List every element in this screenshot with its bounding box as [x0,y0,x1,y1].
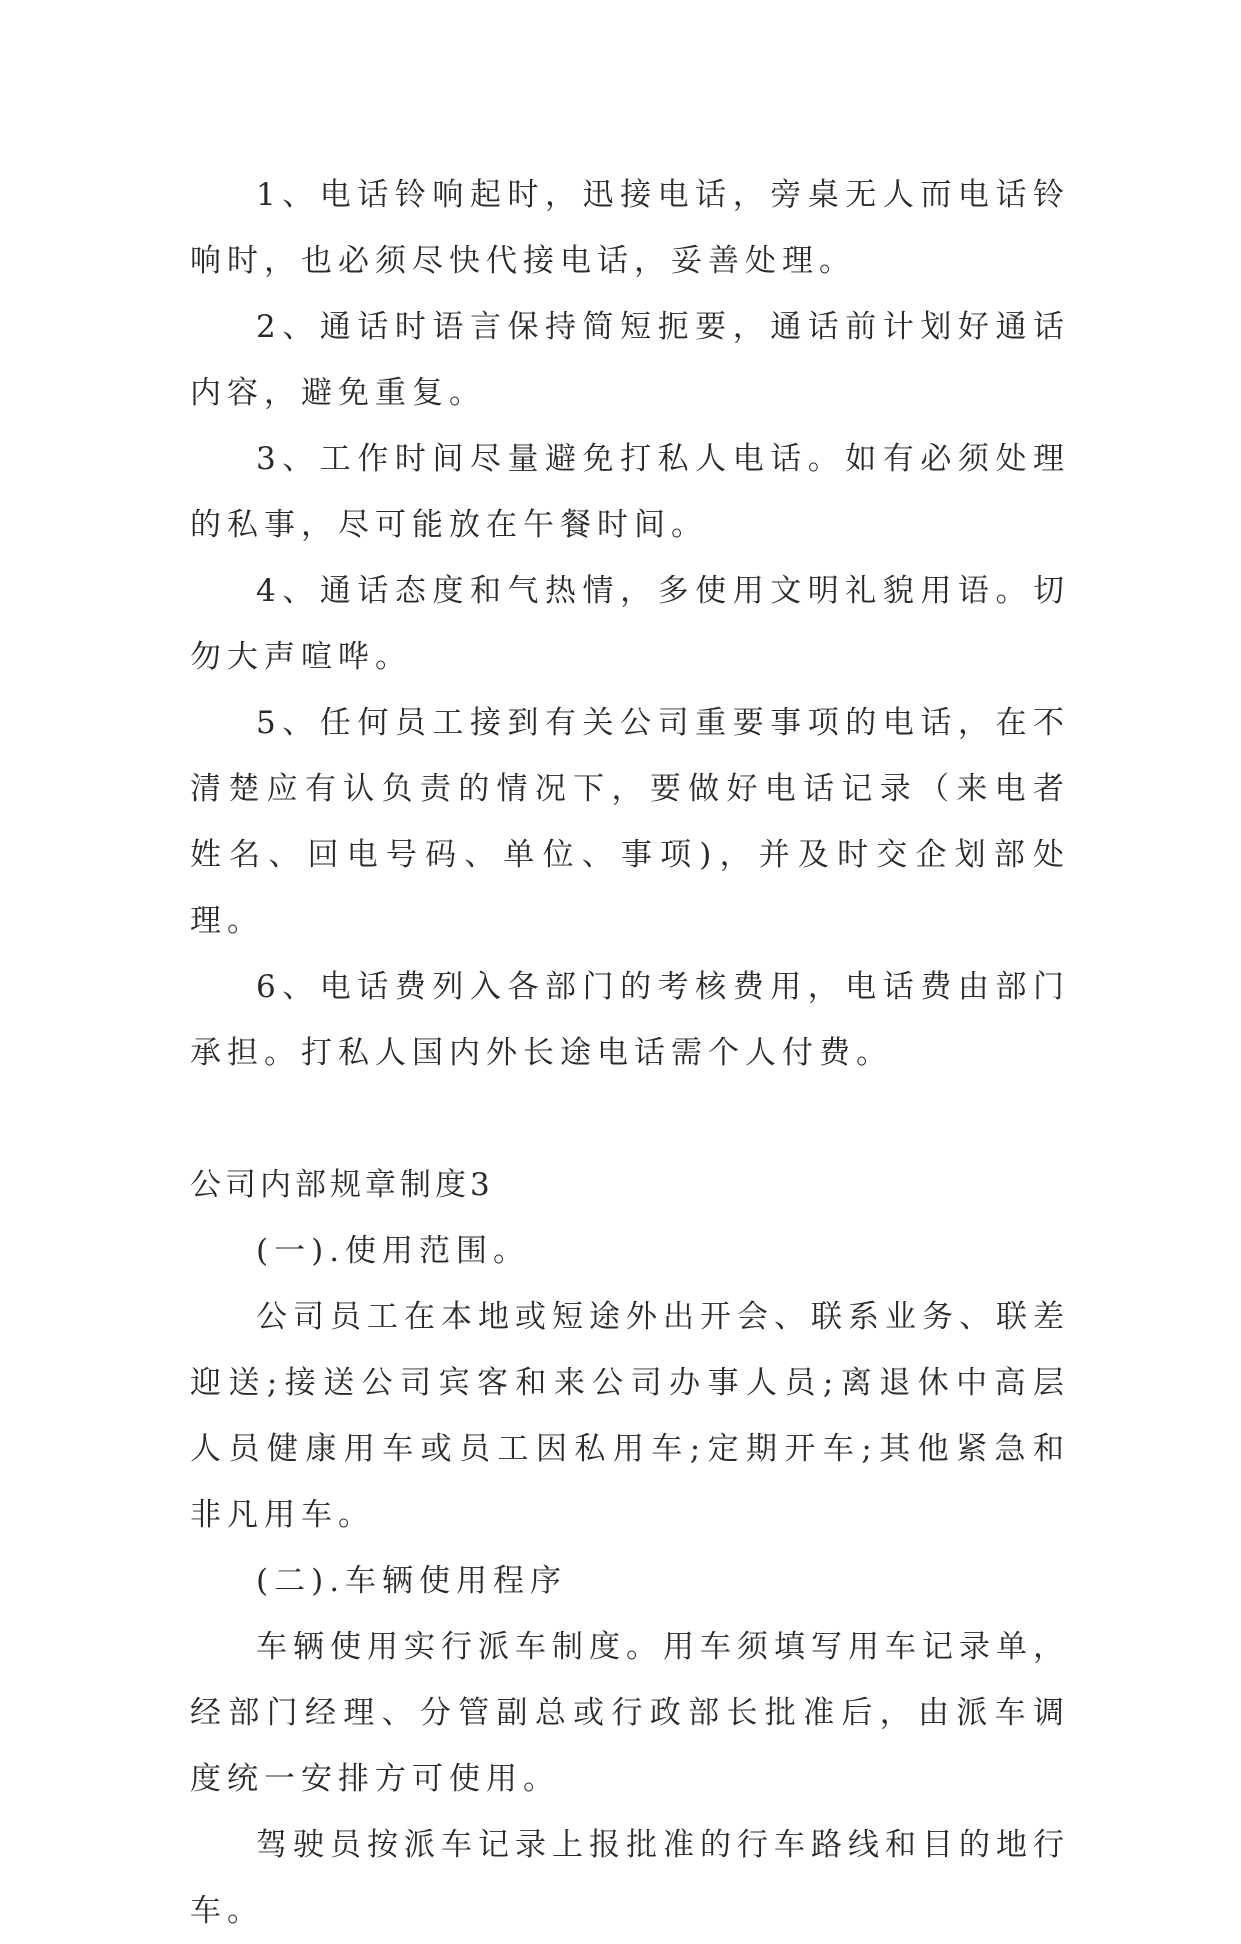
subheading-vehicle-procedure: (二).车辆使用程序 [256,1563,568,1599]
paragraph-usage-scope: 公司员工在本地或短途外出开会、联系业务、联差迎送;接送公司宾客和来公司办事人员;离退休中高层人员健康用车或员工因私用车;定期开车;其他紧急和非凡用车。 [190,1299,1070,1533]
paragraph-phone-answer: 1、电话铃响起时，迅接电话，旁桌无人而电话铃响时，也必须尽快代接电话，妥善处理。 [190,177,1070,279]
paragraph-phone-attitude: 4、通话态度和气热情，多使用文明礼貌用语。切勿大声喧哗。 [190,573,1070,675]
document-body [190,162,1070,1944]
paragraph-private-calls: 3、工作时间尽量避免打私人电话。如有必须处理的私事，尽可能放在午餐时间。 [190,441,1070,543]
section-heading: 公司内部规章制度3 [190,1167,494,1203]
paragraph-phone-fees: 6、电话费列入各部门的考核费用，电话费由部门承担。打私人国内外长途电话需个人付费。 [190,969,1070,1071]
paragraph-phone-brief: 2、通话时语言保持简短扼要，通话前计划好通话内容，避免重复。 [190,309,1070,411]
paragraph-dispatch-system: 车辆使用实行派车制度。用车须填写用车记录单，经部门经理、分管副总或行政部长批准后，由派车调度统一安排方可使用。 [190,1629,1070,1797]
subheading-usage-scope: (一).使用范围。 [256,1233,531,1269]
paragraph-phone-record: 5、任何员工接到有关公司重要事项的电话，在不清楚应有认负责的情况下，要做好电话记录（来电者姓名、回电号码、单位、事项)，并及时交企划部处理。 [190,705,1070,939]
paragraph-driver-route: 驾驶员按派车记录上报批准的行车路线和目的地行车。 [190,1827,1070,1929]
